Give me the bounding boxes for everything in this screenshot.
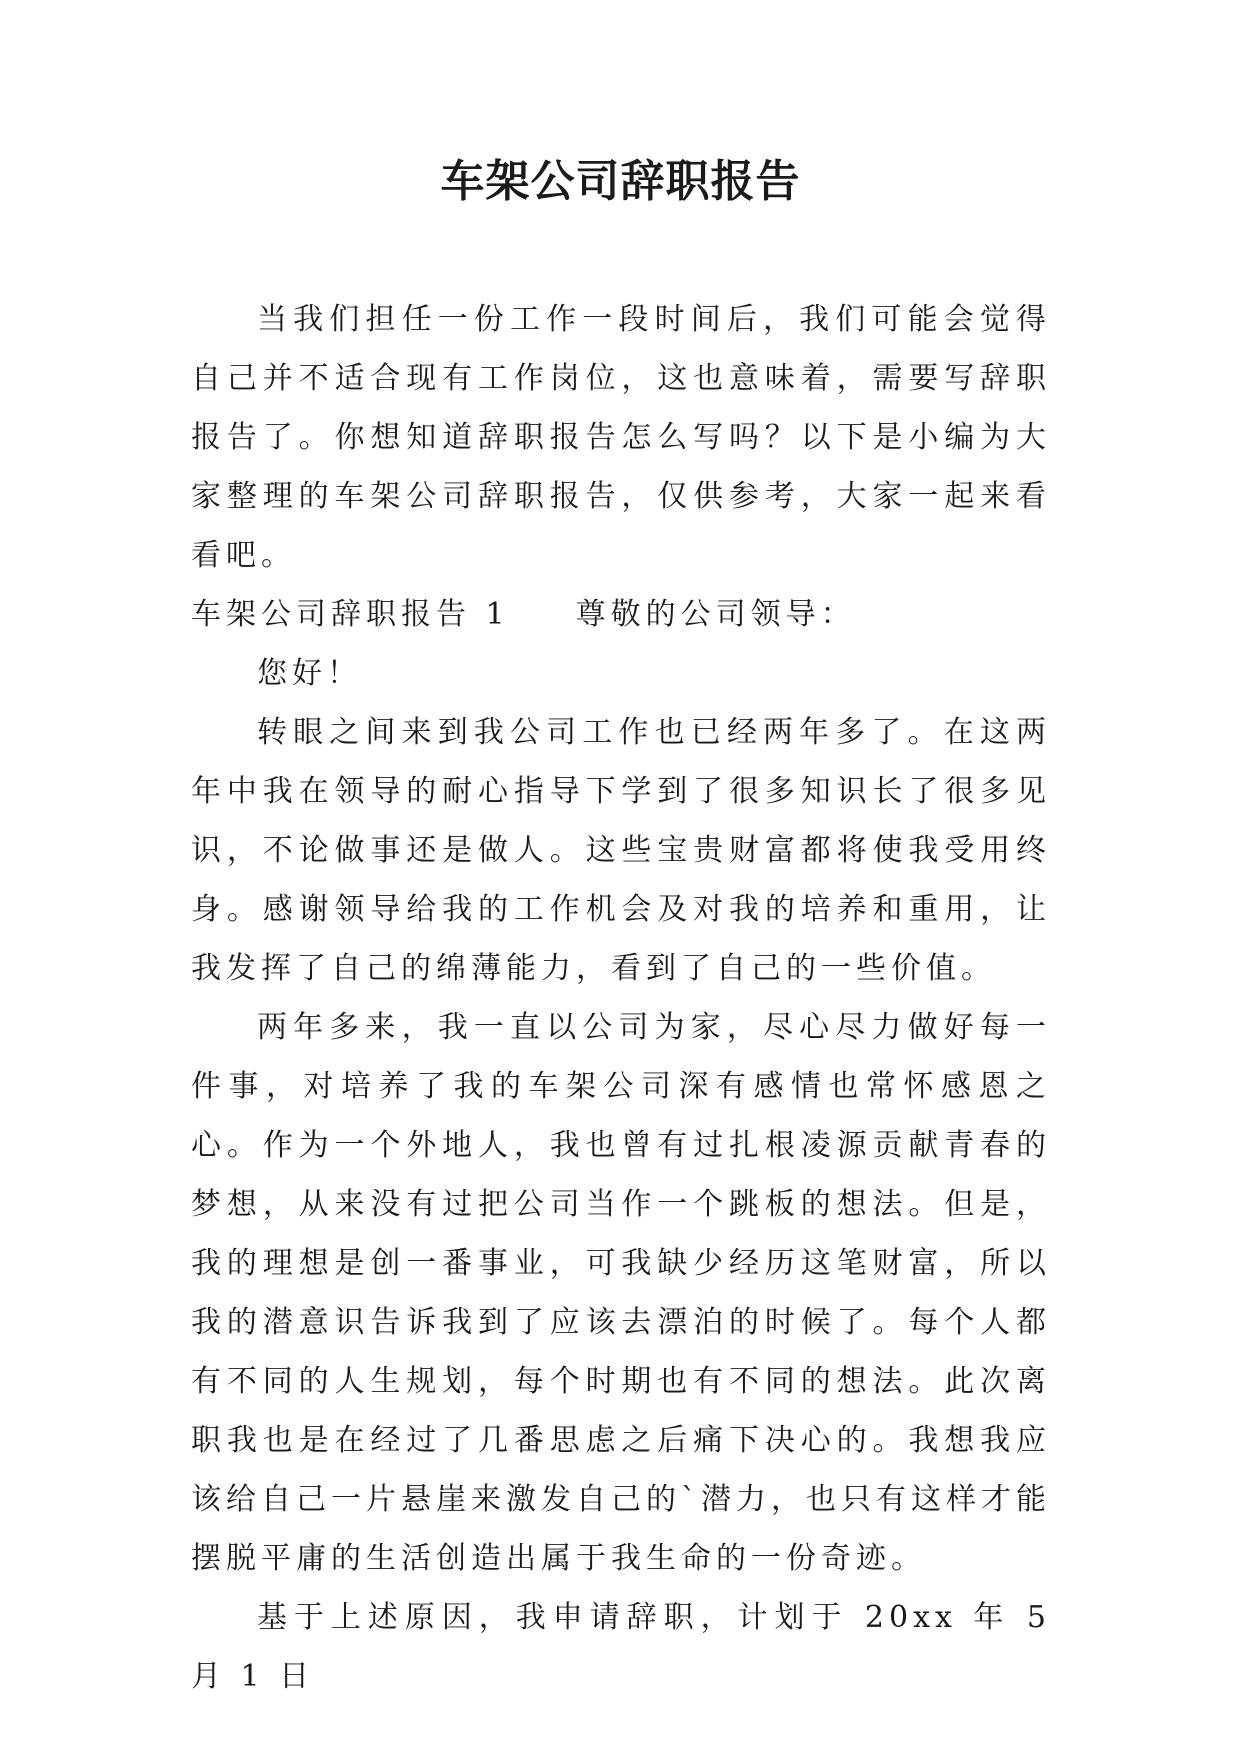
body-paragraph-2: 两年多来，我一直以公司为家，尽心尽力做好每一件事，对培养了我的车架公司深有感情也常怀感恩之心。作为一个外地人，我也曾有过扎根凌源贡献青春的梦想，从来没有过把公司当作一个跳板的想法。但是，我的理想是创一番事业，可我缺少经历这笔财富，所以我的潜意识告诉我到了应该去漂泊的时候了。每个人都有不同的人生规划，每个时期也有不同的想法。此次离职我也是在经过了几番思虑之后痛下决心的。我想我应该给自己一片悬崖来激发自己的`潜力，也只有这样才能摆脱平庸的生活创造出属于我生命的一份奇迹。 xyxy=(191,1010,1051,1576)
section-heading-line xyxy=(191,585,1051,644)
body-paragraph-3: 基于上述原因，我申请辞职，计划于 20xx 年 5 月 1 日 xyxy=(191,1600,1051,1694)
document-body xyxy=(191,290,1051,1706)
body-paragraph-1: 转眼之间来到我公司工作也已经两年多了。在这两年中我在领导的耐心指导下学到了很多知识长了很多见识，不论做事还是做人。这些宝贵财富都将使我受用终身。感谢领导给我的工作机会及对我的培养和重用，让我发挥了自己的绵薄能力，看到了自己的一些价值。 xyxy=(191,715,1051,986)
document-title: 车架公司辞职报告 xyxy=(440,156,801,207)
section-label: 车架公司辞职报告 1 xyxy=(191,597,510,632)
salutation: 尊敬的公司领导： xyxy=(575,597,856,632)
intro-paragraph: 当我们担任一份工作一段时间后，我们可能会觉得自己并不适合现有工作岗位，这也意味着，需要写辞职报告了。你想知道辞职报告怎么写吗？以下是小编为大家整理的车架公司辞职报告，仅供参考，大家一起来看看吧。 xyxy=(191,302,1051,573)
greeting: 您好！ xyxy=(257,656,362,691)
